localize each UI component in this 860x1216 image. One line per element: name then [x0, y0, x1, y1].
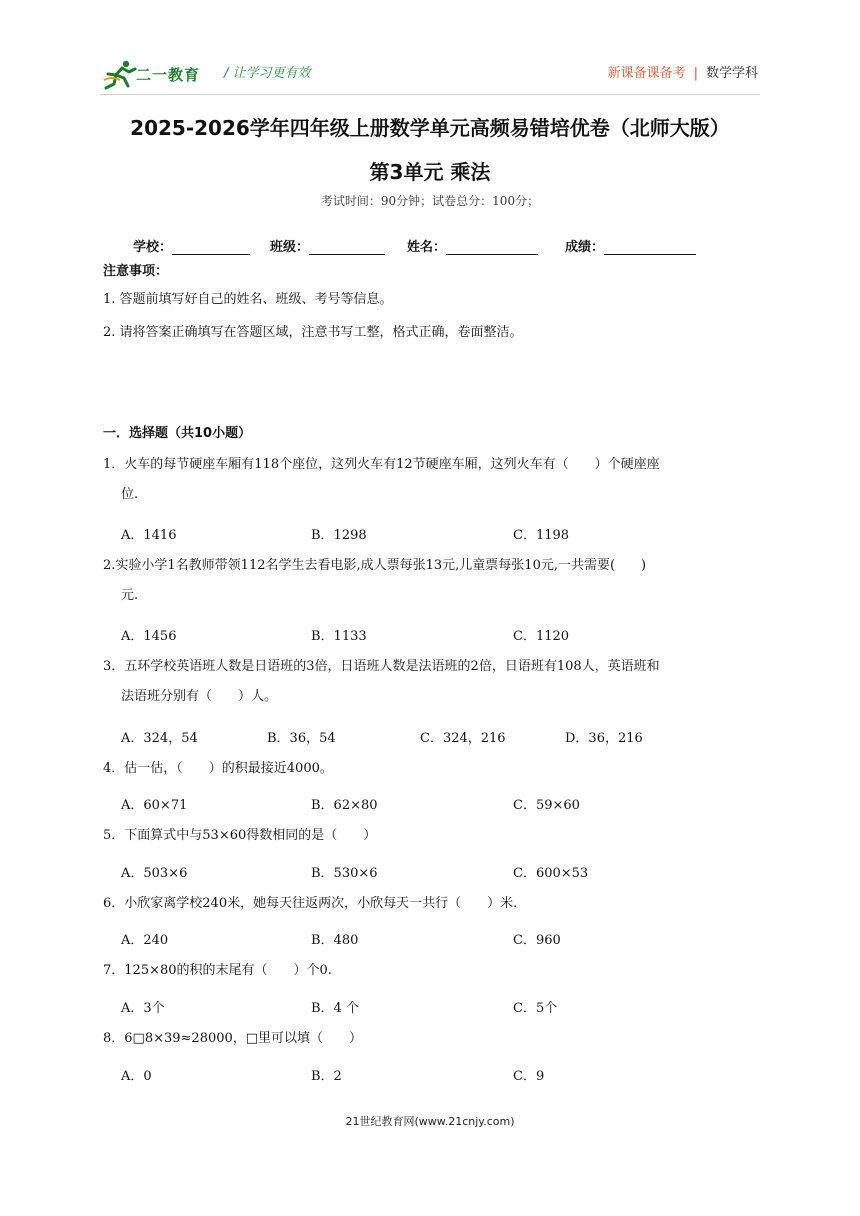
options-4: [121, 794, 741, 814]
option-a[interactable]: A．1456: [121, 629, 177, 644]
option-a[interactable]: A．240: [121, 933, 169, 948]
option-c[interactable]: C．9: [513, 1069, 545, 1084]
option-b[interactable]: B．2: [311, 1069, 342, 1084]
name-blank[interactable]: [446, 240, 538, 255]
question-5: [103, 821, 763, 851]
question-text: 7．125×80的积的末尾有（ ）个0.: [103, 963, 332, 978]
name-field[interactable]: [407, 236, 538, 255]
question-text: 1．火车的每节硬座车厢有118个座位，这列火车有12节硬座车厢，这列火车有（ ）个硬座座: [103, 457, 660, 472]
question-text: 5．下面算式中与53×60得数相同的是（ ）: [103, 828, 377, 843]
option-b[interactable]: B．1298: [311, 528, 367, 543]
school-field[interactable]: [133, 236, 250, 255]
class-label: 班级：: [270, 240, 310, 255]
unit-title: 第3单元 乘法: [369, 160, 491, 184]
class-field[interactable]: [270, 236, 385, 255]
option-a[interactable]: A．60×71: [121, 798, 188, 813]
page-footer: 21世纪教育网(www.21cnjy.com): [345, 1115, 515, 1128]
class-blank[interactable]: [309, 240, 385, 255]
notice-item: 2. 请将答案正确填写在答题区域，注意书写工整，格式正确，卷面整洁。: [103, 325, 523, 340]
option-b[interactable]: B．530×6: [311, 866, 378, 881]
options-6: [121, 929, 741, 949]
question-text: 3．五环学校英语班人数是日语班的3倍，日语班人数是法语班的2倍，日语班有108人，英语班和: [103, 659, 660, 674]
options-2: [121, 625, 741, 645]
notice-item: 1. 答题前填写好自己的姓名、班级、考号等信息。: [103, 292, 393, 307]
question-text-cont: 元.: [121, 588, 139, 603]
question-2: [103, 551, 763, 611]
options-8: [121, 1065, 741, 1085]
options-7: [121, 997, 741, 1017]
runner-logo-icon: [102, 58, 138, 90]
option-a[interactable]: A．0: [121, 1069, 152, 1084]
subject-label: 数学学科: [705, 66, 758, 81]
slogan: / 让学习更有效: [224, 66, 311, 81]
name-label: 姓名：: [407, 240, 447, 255]
exam-info: 考试时间：90分钟；试卷总分：100分；: [320, 194, 540, 208]
header-separator: |: [693, 66, 698, 81]
logo-text: 二一教育: [136, 66, 201, 84]
question-7: [103, 956, 763, 986]
header-label: 新课备课备考: [607, 66, 686, 81]
section-title: 一．选择题（共10小题）: [103, 426, 252, 441]
question-text-cont: 位.: [121, 487, 139, 502]
school-blank[interactable]: [172, 240, 250, 255]
option-a[interactable]: A．324，54: [121, 731, 198, 746]
question-text: 2.实验小学1名教师带领112名学生去看电影,成人票每张13元,儿童票每张10元,一共需要( ): [103, 558, 647, 573]
question-4: [103, 754, 763, 784]
notice-heading: 注意事项：: [103, 264, 169, 279]
header-right: [608, 62, 758, 81]
option-d[interactable]: D．36，216: [565, 731, 643, 746]
logo: [100, 58, 220, 90]
question-text: 4．估一估，（ ）的积最接近4000。: [103, 761, 333, 776]
question-3: [103, 652, 763, 712]
page-title: 2025-2026学年四年级上册数学单元高频易错培优卷（北师大版）: [130, 116, 730, 140]
option-b[interactable]: B．36，54: [267, 731, 336, 746]
option-c[interactable]: C．600×53: [513, 866, 589, 881]
option-a[interactable]: A．3个: [121, 1001, 165, 1016]
question-text: 8．6□8×39≈28000，□里可以填（ ）: [103, 1031, 363, 1046]
header-divider: [100, 94, 760, 95]
question-text: 6．小欣家离学校240米，她每天往返两次，小欣每天一共行（ ）米.: [103, 896, 518, 911]
option-a[interactable]: A．503×6: [121, 866, 188, 881]
option-c[interactable]: C．5个: [513, 1001, 558, 1016]
question-1: [103, 450, 763, 510]
option-b[interactable]: B．480: [311, 933, 359, 948]
school-label: 学校：: [133, 240, 173, 255]
option-c[interactable]: C．324，216: [420, 731, 506, 746]
option-b[interactable]: B．1133: [311, 629, 367, 644]
score-blank[interactable]: [604, 240, 696, 255]
option-c[interactable]: C．1120: [513, 629, 570, 644]
option-c[interactable]: C．59×60: [513, 798, 580, 813]
page-header: [100, 52, 760, 96]
options-1: [121, 524, 741, 544]
question-8: [103, 1024, 763, 1054]
option-b[interactable]: B．62×80: [311, 798, 378, 813]
student-info-fields: [133, 236, 733, 256]
question-6: [103, 889, 763, 919]
option-c[interactable]: C．1198: [513, 528, 570, 543]
score-label: 成绩：: [565, 240, 605, 255]
option-c[interactable]: C．960: [513, 933, 561, 948]
options-3: [121, 727, 741, 747]
option-a[interactable]: A．1416: [121, 528, 177, 543]
question-text-cont: 法语班分别有（ ）人。: [121, 689, 278, 704]
option-b[interactable]: B．4 个: [311, 1001, 359, 1016]
score-field[interactable]: [565, 236, 696, 255]
options-5: [121, 862, 741, 882]
